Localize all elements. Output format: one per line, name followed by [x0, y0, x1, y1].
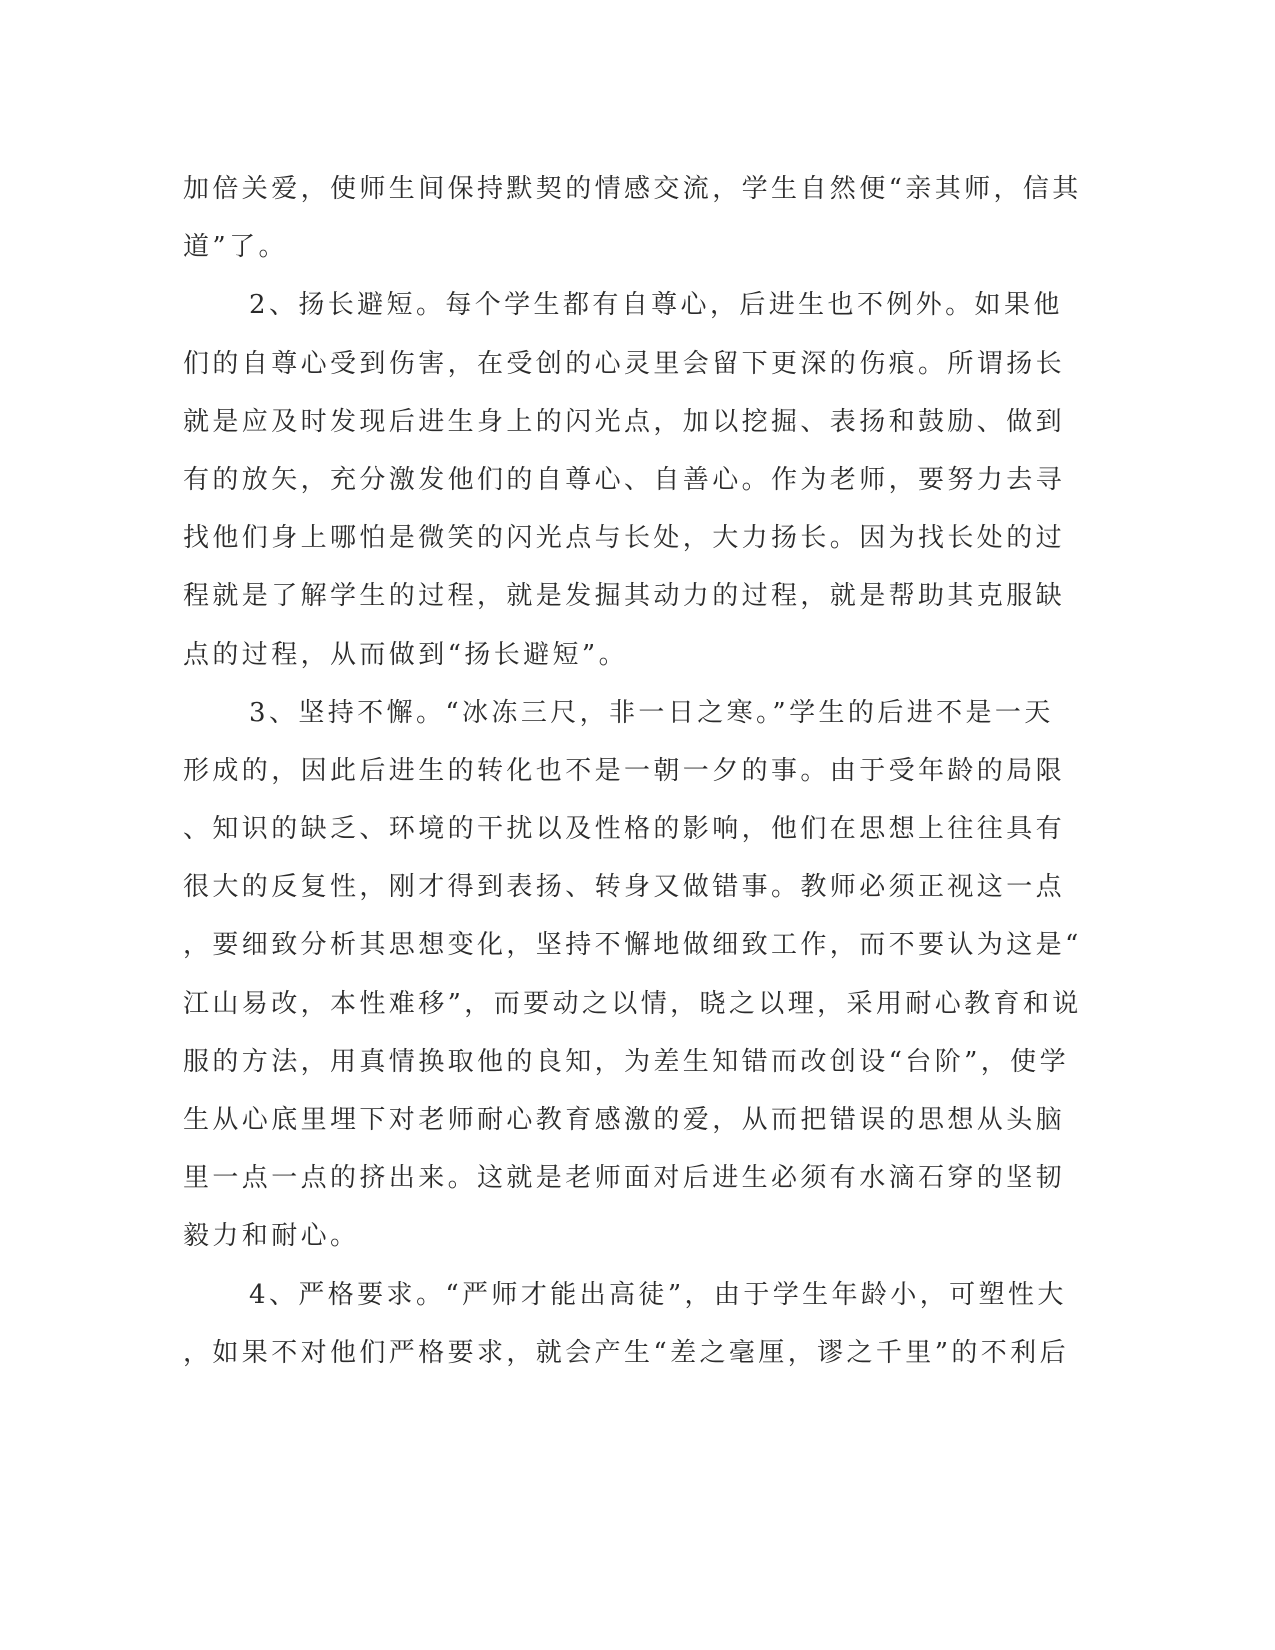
- text-line: 江山易改，本性难移”，而要动之以情，晓之以理，采用耐心教育和说: [183, 988, 1082, 1019]
- text-line: 点的过程，从而做到“扬长避短”。: [183, 639, 628, 670]
- body-text: [183, 160, 1082, 1382]
- text-line: 里一点一点的挤出来。这就是老师面对后进生必须有水滴石穿的坚韧: [183, 1163, 1066, 1194]
- text-line: 3、坚持不懈。“冰冻三尺，非一日之寒。”学生的后进不是一天: [249, 697, 1054, 728]
- text-line: 生从心底里埋下对老师耐心教育感激的爱，从而把错误的思想从头脑: [183, 1105, 1066, 1135]
- text-line: ，要细致分析其思想变化，坚持不懈地做细致工作，而不要认为这是“: [183, 930, 1082, 961]
- text-line: 有的放矢，充分激发他们的自尊心、自善心。作为老师，要努力去寻: [183, 464, 1066, 495]
- text-line: 毅力和耐心。: [183, 1221, 360, 1252]
- text-line: 服的方法，用真情换取他的良知，为差生知错而改创设“台阶”，使学: [183, 1046, 1069, 1077]
- text-line: 程就是了解学生的过程，就是发掘其动力的过程，就是帮助其克服缺: [183, 581, 1066, 612]
- text-line: 找他们身上哪怕是微笑的闪光点与长处，大力扬长。因为找长处的过: [183, 523, 1066, 554]
- text-line: 、知识的缺乏、环境的干扰以及性格的影响，他们在思想上往往具有: [183, 814, 1066, 845]
- text-line: 道”了。: [183, 232, 288, 263]
- text-line: 加倍关爱，使师生间保持默契的情感交流，学生自然便“亲其师，信其: [183, 174, 1082, 204]
- text-line: 很大的反复性，刚才得到表扬、转身又做错事。教师必须正视这一点: [183, 872, 1066, 903]
- text-line: ，如果不对他们严格要求，就会产生“差之毫厘，谬之千里”的不利后: [183, 1337, 1069, 1368]
- text-line: 就是应及时发现后进生身上的闪光点，加以挖掘、表扬和鼓励、做到: [183, 406, 1066, 437]
- text-line: 4、严格要求。“严师才能出高徒”，由于学生年龄小，可塑性大: [249, 1279, 1067, 1310]
- text-line: 形成的，因此后进生的转化也不是一朝一夕的事。由于受年龄的局限: [183, 755, 1066, 786]
- text-line: 们的自尊心受到伤害，在受创的心灵里会留下更深的伤痕。所谓扬长: [183, 348, 1066, 379]
- text-line: 2、扬长避短。每个学生都有自尊心，后进生也不例外。如果他: [249, 290, 1063, 321]
